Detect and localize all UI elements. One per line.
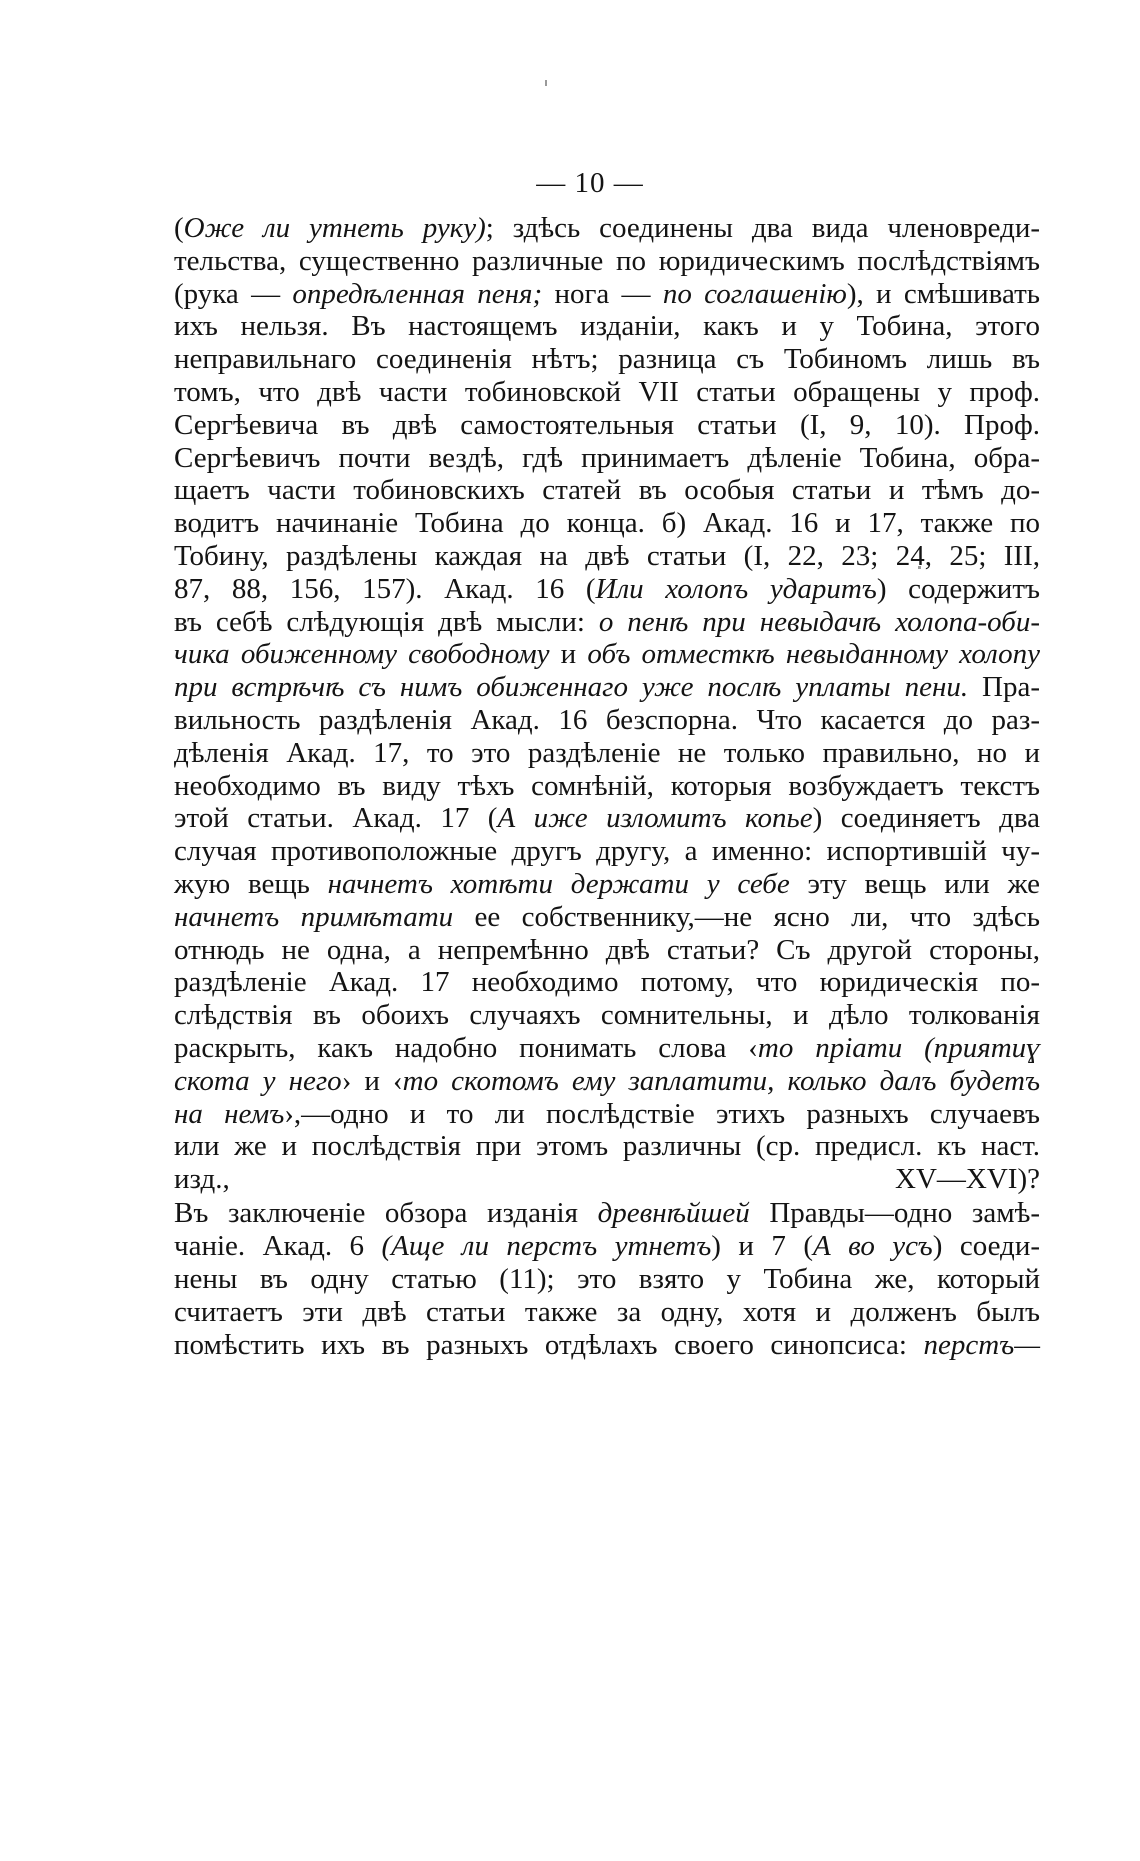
- italic-text-run: при встрѣчѣ съ нимъ обиженнаго уже послѣ уплаты пени.: [174, 671, 969, 704]
- italic-text-run: то скотомъ ему заплатити, колько далъ будетъ: [402, 1064, 1040, 1097]
- text-run: ) содержитъ: [876, 572, 1040, 605]
- text-run: ее собственнику,—не ясно ли, что здѣсь: [453, 900, 1040, 933]
- italic-text-run: Или холопъ ударитъ: [595, 572, 877, 605]
- text-run: 87, 88, 156, 157). Акад. 16 (: [174, 572, 596, 605]
- italic-text-run: (Аще ли перстъ утнетъ: [381, 1229, 712, 1262]
- italic-text-run: по соглашенію: [662, 277, 847, 310]
- text-run: считаетъ эти двѣ статьи также за одну, хотя и долженъ былъ: [174, 1295, 1040, 1328]
- text-run: раздѣленіе Акад. 17 необходимо потому, что юридическія по-: [174, 966, 1040, 999]
- text-run: нены въ одну статью (11); это взято у Тобина же, который: [174, 1262, 1040, 1295]
- italic-text-run: о пенѣ при невыдачѣ холопа-оби-: [598, 605, 1041, 638]
- text-run: нога —: [542, 277, 663, 310]
- text-run: эту вещь или же: [789, 868, 1040, 900]
- text-run: (: [174, 212, 184, 244]
- text-run: въ себѣ слѣдующія двѣ мысли:: [174, 605, 599, 638]
- italic-text-run: начнетъ примѣтати: [174, 900, 454, 933]
- italic-text-run: чика обиженному свободному: [174, 638, 550, 671]
- text-run: Пра-: [968, 671, 1040, 704]
- page-number: — 10 —: [536, 167, 644, 199]
- text-run: помѣстить ихъ въ разныхъ отдѣлахъ своего синопсиса:: [174, 1328, 924, 1361]
- italic-text-run: А во усъ: [812, 1229, 933, 1262]
- text-run: томъ, что двѣ части тобиновской VII статьи обращены у проф.: [174, 376, 1040, 408]
- text-run: необходимо въ виду тѣхъ сомнѣній, которыя возбуждаетъ текстъ: [174, 769, 1040, 802]
- text-run: водитъ начинаніе Тобина до конца. б) Акад. 16 и 17, также по: [174, 507, 1040, 540]
- italic-text-run: то пріати (приятиɣ: [757, 1032, 1040, 1064]
- text-run: щаетъ части тобиновскихъ статей въ особыя статьи и тѣмъ до-: [174, 474, 1040, 507]
- text-run: Тобину, раздѣлены каждая на двѣ статьи (I, 22, 23; 24, 25; III,: [174, 540, 1040, 572]
- text-run: Правды—одно замѣ-: [749, 1197, 1040, 1229]
- text-run: ) соединяетъ два: [812, 802, 1041, 835]
- text-run: чаніе. Акад. 6: [174, 1229, 382, 1262]
- text-run: и: [549, 638, 588, 671]
- text-run: ) и 7 (: [711, 1229, 813, 1262]
- italic-text-run: перстъ—: [923, 1328, 1040, 1361]
- text-run: Сергѣевича въ двѣ самостоятельныя статьи (I, 9, 10). Проф.: [174, 408, 1040, 441]
- text-run: этой статьи. Акад. 17 (: [174, 802, 498, 835]
- text-run: ), и смѣшивать: [846, 277, 1040, 310]
- text-run: жую вещь: [174, 868, 328, 900]
- text-run: (рука —: [174, 277, 293, 310]
- text-run: слѣдствія въ обоихъ случаяхъ сомнительны, и дѣло толкованія: [174, 999, 1040, 1032]
- text-run: ; здѣсь соединены два вида членовреди-: [485, 212, 1040, 244]
- text-run: отнюдь не одна, а непремѣнно двѣ статьи? Съ другой стороны,: [174, 933, 1040, 966]
- text-run: тельства, существенно различные по юридическимъ послѣдствіямъ: [174, 244, 1040, 277]
- italic-text-run: опредѣленная пеня;: [292, 277, 543, 310]
- italic-text-run: Оже ли утнеть руку): [183, 212, 486, 244]
- italic-text-run: начнетъ хотѣти держати у себе: [327, 868, 790, 900]
- text-run: ихъ нельзя. Въ настоящемъ изданіи, какъ и у Тобина, этого: [174, 310, 1040, 343]
- italic-text-run: объ отместкѣ невыданному холопу: [587, 638, 1040, 671]
- italic-text-run: скота у него: [174, 1064, 342, 1097]
- text-run: неправильнаго соединенія нѣтъ; разница съ Тобиномъ лишь въ: [174, 343, 1040, 376]
- text-run: случая противоположные другъ другу, а именно: испортившій чу-: [174, 835, 1040, 868]
- text-run: ›,—одно и то ли послѣдствіе этихъ разныхъ случаевъ: [284, 1097, 1040, 1130]
- italic-text-run: на немъ: [174, 1097, 285, 1130]
- italic-text-run: древнѣйшей: [597, 1197, 750, 1229]
- italic-text-run: А иже изломитъ копье: [497, 802, 813, 835]
- text-run: ) соеди-: [932, 1229, 1040, 1262]
- text-run: Сергѣевичъ почти вездѣ, гдѣ принимаетъ дѣленіе Тобина, обра-: [174, 441, 1040, 474]
- text-run: раскрыть, какъ надобно понимать слова ‹: [174, 1032, 758, 1064]
- text-run: дѣленія Акад. 17, то это раздѣленіе не только правильно, но и: [174, 736, 1040, 769]
- text-run: Въ заключеніе обзора изданія: [174, 1197, 598, 1229]
- text-run: вильность раздѣленія Акад. 16 безспорна. Что касается до раз-: [174, 704, 1040, 736]
- text-run: или же и послѣдствія при этомъ различны (ср. предисл. къ наст.: [174, 1130, 1040, 1163]
- text-run: изд., XV—XVI)?: [174, 1163, 1040, 1196]
- text-run: › и ‹: [341, 1064, 403, 1097]
- text-line: [174, 1325, 1040, 1365]
